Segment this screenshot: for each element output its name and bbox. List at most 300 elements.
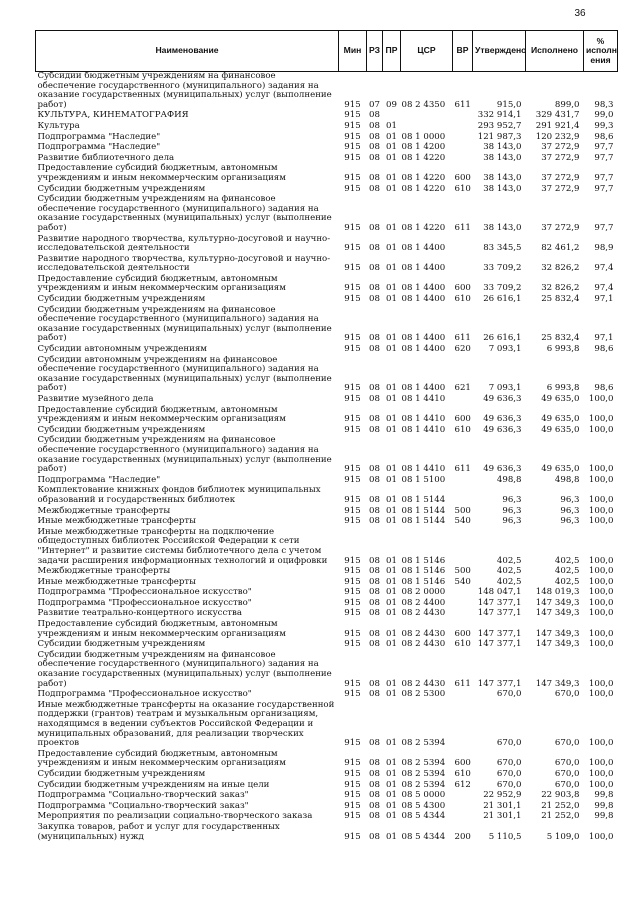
cell-name: Субсидии автономным учреждениям [37, 344, 207, 355]
cell-min: 915 [344, 120, 361, 131]
cell-rz: 08 [369, 555, 380, 566]
cell-executed: 37 272,9 [541, 142, 580, 153]
cell-csr: 08 1 4400 [401, 243, 446, 254]
cell-vr: 540 [454, 576, 471, 587]
cell-rz: 08 [369, 628, 380, 639]
cell-rz: 08 [369, 222, 380, 233]
cell-min: 915 [344, 608, 361, 619]
cell-vr: 611 [454, 678, 471, 689]
header-name: Наименование [36, 31, 339, 72]
cell-name: Субсидии бюджетным учреждениям на финансовое обеспечение государственного (муниципального) задания на оказание государственных (муниципальных) услуг (выполнение работ) [37, 194, 332, 233]
cell-approved: 96,3 [502, 505, 522, 516]
cell-min: 915 [344, 110, 361, 121]
cell-csr: 08 2 4430 [401, 639, 446, 650]
cell-name: Подпрограмма "Профессиональное искусство" [37, 689, 252, 700]
cell-executed: 402,5 [554, 576, 580, 587]
cell-vr: 620 [454, 344, 471, 355]
header-rz: РЗ [367, 31, 383, 72]
cell-executed: 96,3 [560, 516, 580, 527]
cell-percent: 100,0 [588, 394, 614, 404]
cell-name: Межбюджетные трансферты [37, 505, 171, 516]
cell-vr [453, 690, 473, 701]
cell-rz: 08 [369, 758, 380, 769]
cell-name: Иные межбюджетные трансферты на подключение общедоступных библиотек Российской Федерации к сети "Интернет" и развитие системы библиотечного дела с учетом задачи расширения информационных технологий и оцифровки [37, 526, 328, 566]
cell-pr: 09 [386, 99, 397, 110]
cell-csr: 08 2 5394 [401, 779, 446, 790]
cell-percent: 97,7 [594, 142, 614, 153]
cell-executed: 49 635,0 [541, 414, 580, 425]
cell-name: Подпрограмма "Наследие" [37, 142, 161, 153]
cell-vr: 200 [454, 831, 471, 842]
table-row [36, 164, 618, 184]
cell-csr: 08 2 4430 [401, 678, 446, 689]
cell-min: 915 [344, 243, 361, 254]
cell-csr [401, 111, 453, 122]
cell-executed: 49 635,0 [541, 424, 580, 435]
cell-min: 915 [344, 811, 361, 822]
cell-executed: 899,0 [554, 99, 580, 110]
cell-vr: 600 [454, 628, 471, 639]
cell-percent: 100,0 [588, 608, 614, 619]
cell-rz: 08 [369, 152, 380, 163]
cell-min: 915 [344, 566, 361, 577]
cell-vr: 500 [454, 566, 471, 577]
cell-csr: 08 1 5146 [401, 566, 446, 577]
cell-vr: 600 [454, 172, 471, 183]
cell-executed: 49 635,0 [541, 464, 580, 475]
cell-pr: 01 [386, 172, 397, 183]
cell-approved: 21 301,1 [483, 811, 522, 822]
cell-rz: 08 [369, 383, 380, 394]
cell-executed: 37 272,9 [541, 183, 580, 194]
cell-rz: 08 [369, 608, 380, 619]
cell-vr [453, 235, 473, 255]
cell-min: 915 [344, 142, 361, 153]
cell-min: 915 [344, 678, 361, 689]
cell-rz: 08 [369, 172, 380, 183]
cell-percent: 97,4 [594, 283, 614, 294]
cell-csr: 08 2 0000 [401, 587, 446, 598]
cell-pr: 01 [386, 516, 397, 527]
cell-percent: 100,0 [588, 738, 614, 749]
cell-approved: 38 143,0 [483, 172, 522, 183]
cell-name: Развитие театрально-концертного искусства [37, 608, 243, 619]
cell-min: 915 [344, 294, 361, 305]
cell-percent: 97,7 [594, 172, 614, 183]
cell-approved: 121 987,3 [477, 131, 522, 142]
cell-min: 915 [344, 628, 361, 639]
cell-csr: 08 1 4400 [401, 283, 446, 294]
cell-name: Субсидии бюджетным учреждениям [37, 768, 206, 779]
cell-approved: 38 143,0 [483, 222, 522, 233]
cell-vr: 611 [454, 333, 471, 344]
cell-executed: 21 252,0 [541, 811, 580, 822]
cell-vr: 600 [454, 414, 471, 425]
cell-percent: 100,0 [588, 678, 614, 689]
cell-vr: 611 [454, 99, 471, 110]
cell-approved: 5 110,5 [488, 831, 522, 842]
cell-percent: 100,0 [588, 779, 614, 790]
cell-approved: 49 636,3 [483, 394, 522, 404]
cell-executed: 32 826,2 [541, 263, 580, 274]
cell-pr: 01 [386, 587, 397, 598]
cell-percent: 98,6 [594, 344, 614, 355]
cell-approved: 402,5 [496, 555, 522, 566]
cell-rz: 08 [369, 243, 380, 254]
cell-pr: 01 [386, 383, 397, 394]
cell-pr: 01 [386, 424, 397, 435]
cell-approved: 49 636,3 [483, 464, 522, 475]
cell-executed: 329 431,7 [535, 110, 580, 121]
cell-executed: 82 461,2 [541, 243, 580, 254]
cell-csr: 08 2 5394 [401, 758, 446, 769]
cell-percent: 100,0 [588, 768, 614, 779]
cell-approved: 670,0 [496, 768, 522, 779]
cell-name: Субсидии бюджетным учреждениям [37, 183, 206, 194]
cell-name: Субсидии бюджетным учреждениям на финансовое обеспечение государственного (муниципального) задания на оказание государственных (муниципальных) услуг (выполнение работ) [37, 304, 332, 344]
cell-vr: 610 [454, 424, 471, 435]
cell-csr: 08 1 4400 [401, 294, 446, 305]
cell-name: Подпрограмма "Наследие" [37, 474, 161, 485]
cell-csr: 08 5 4344 [401, 811, 446, 822]
cell-percent: 100,0 [588, 494, 614, 505]
page-number: 36 [574, 8, 586, 19]
cell-vr: 540 [454, 516, 471, 527]
cell-csr: 08 1 5146 [401, 555, 446, 566]
budget-execution-table [35, 30, 618, 843]
cell-percent: 98,6 [594, 383, 614, 394]
cell-name: Закупка товаров, работ и услуг для государственных (муниципальных) нужд [37, 821, 280, 842]
cell-pr: 01 [386, 120, 397, 131]
cell-vr [453, 609, 473, 620]
table-row [36, 111, 618, 122]
cell-min: 915 [344, 464, 361, 475]
cell-rz: 08 [369, 505, 380, 516]
cell-percent: 100,0 [588, 555, 614, 566]
cell-name: Иные межбюджетные трансферты на оказание государственной поддержки (грантов) театрам и музыкальным организациям, находящимся в ведении субъектов Российской Федерации и муниципальных образований, для реализации творческих проектов [37, 699, 335, 749]
cell-pr: 01 [386, 283, 397, 294]
cell-name: Подпрограмма "Социально-творческий заказ" [37, 790, 249, 801]
cell-min: 915 [344, 131, 361, 142]
cell-min: 915 [344, 152, 361, 163]
cell-min: 915 [344, 283, 361, 294]
cell-rz: 08 [369, 790, 380, 801]
cell-min: 915 [344, 333, 361, 344]
header-approved: Утверждено [473, 31, 526, 72]
cell-percent: 100,0 [588, 505, 614, 516]
cell-vr [453, 599, 473, 610]
cell-percent: 99,0 [594, 110, 614, 121]
table-row [36, 395, 618, 406]
cell-csr: 08 1 4220 [401, 183, 446, 194]
cell-min: 915 [344, 790, 361, 801]
cell-executed: 670,0 [554, 689, 580, 700]
table-row [36, 255, 618, 275]
cell-rz: 08 [369, 464, 380, 475]
cell-csr: 08 1 4220 [401, 152, 446, 163]
cell-approved: 83 345,5 [483, 243, 522, 254]
cell-name: Межбюджетные трансферты [37, 566, 171, 577]
table-row [36, 306, 618, 345]
cell-percent: 100,0 [588, 628, 614, 639]
cell-percent: 99,8 [594, 811, 614, 822]
cell-approved: 293 952,7 [477, 120, 522, 131]
cell-pr: 01 [386, 294, 397, 305]
cell-executed: 6 993,8 [546, 344, 580, 355]
cell-pr: 01 [386, 800, 397, 811]
cell-rz: 08 [369, 587, 380, 598]
cell-pr: 01 [386, 505, 397, 516]
cell-min: 915 [344, 474, 361, 485]
table-row [36, 195, 618, 234]
cell-approved: 670,0 [496, 779, 522, 790]
cell-min: 915 [344, 738, 361, 749]
cell-csr: 08 1 4400 [401, 333, 446, 344]
cell-min: 915 [344, 344, 361, 355]
table-body [36, 72, 618, 844]
cell-pr: 01 [386, 344, 397, 355]
cell-approved: 96,3 [502, 494, 522, 505]
cell-min: 915 [344, 587, 361, 598]
header-min: Мин [339, 31, 367, 72]
cell-csr: 08 1 5146 [401, 576, 446, 587]
cell-approved: 147 377,1 [477, 639, 522, 650]
cell-min: 915 [344, 383, 361, 394]
cell-csr: 08 5 4300 [401, 800, 446, 811]
cell-approved: 49 636,3 [483, 424, 522, 435]
cell-name: Подпрограмма "Наследие" [37, 131, 161, 142]
cell-csr: 08 2 4430 [401, 608, 446, 619]
cell-approved: 96,3 [502, 516, 522, 527]
cell-rz: 08 [369, 678, 380, 689]
cell-name: Развитие народного творчества, культурно-досуговой и научно-исследовательской деятельности [37, 233, 331, 254]
cell-rz: 08 [369, 120, 380, 131]
table-row [36, 770, 618, 781]
cell-vr [453, 255, 473, 275]
cell-pr: 01 [386, 639, 397, 650]
cell-pr: 01 [386, 566, 397, 577]
cell-pr: 01 [386, 831, 397, 842]
cell-min: 915 [344, 597, 361, 608]
cell-percent: 100,0 [588, 587, 614, 598]
cell-approved: 670,0 [496, 689, 522, 700]
cell-approved: 148 047,1 [477, 587, 522, 598]
cell-executed: 37 272,9 [541, 172, 580, 183]
cell-percent: 100,0 [588, 831, 614, 842]
table-row [36, 486, 618, 506]
cell-name: Субсидии бюджетным учреждениям [37, 424, 206, 435]
cell-executed: 402,5 [554, 566, 580, 577]
cell-name: Субсидии бюджетным учреждениям [37, 639, 206, 650]
cell-name: Субсидии бюджетным учреждениям на финансовое обеспечение государственного (муниципального) задания на оказание государственных (муниципальных) услуг (выполнение работ) [37, 71, 332, 110]
cell-approved: 332 914,1 [477, 110, 522, 121]
cell-executed: 49 635,0 [541, 394, 580, 404]
cell-vr: 600 [454, 283, 471, 294]
cell-min: 915 [344, 516, 361, 527]
cell-approved: 33 709,2 [483, 263, 522, 274]
cell-rz: 08 [369, 183, 380, 194]
cell-csr: 08 1 5144 [401, 516, 446, 527]
cell-executed: 25 832,4 [541, 294, 580, 305]
cell-executed: 147 349,3 [535, 639, 580, 650]
cell-rz: 08 [369, 768, 380, 779]
cell-executed: 147 349,3 [535, 678, 580, 689]
cell-executed: 147 349,3 [535, 597, 580, 608]
cell-name: Комплектование книжных фондов библиотек муниципальных образований и государственных библиотек [37, 485, 321, 505]
cell-pr: 01 [386, 142, 397, 153]
table-row [36, 651, 618, 690]
cell-min: 915 [344, 800, 361, 811]
cell-name: Культура [37, 120, 80, 131]
cell-min: 915 [344, 758, 361, 769]
cell-approved: 21 301,1 [483, 800, 522, 811]
cell-vr [453, 395, 473, 406]
cell-approved: 7 093,1 [488, 344, 522, 355]
cell-approved: 38 143,0 [483, 183, 522, 194]
cell-rz: 08 [369, 811, 380, 822]
cell-vr [453, 791, 473, 802]
cell-executed: 21 252,0 [541, 800, 580, 811]
cell-csr: 08 2 5394 [401, 768, 446, 779]
cell-vr [453, 143, 473, 154]
cell-pr: 01 [386, 608, 397, 619]
cell-pr: 01 [386, 576, 397, 587]
cell-name: Предоставление субсидий бюджетным, автономным учреждениям и иным некоммерческим организациям [37, 404, 286, 425]
cell-csr: 08 2 4430 [401, 628, 446, 639]
cell-executed: 32 826,2 [541, 283, 580, 294]
cell-approved: 33 709,2 [483, 283, 522, 294]
cell-rz: 08 [369, 263, 380, 274]
cell-percent: 100,0 [588, 566, 614, 577]
cell-pr: 01 [386, 628, 397, 639]
cell-vr [453, 476, 473, 487]
cell-rz: 08 [369, 576, 380, 587]
cell-min: 915 [344, 639, 361, 650]
cell-vr [453, 486, 473, 506]
cell-pr: 01 [386, 811, 397, 822]
cell-pr: 01 [386, 333, 397, 344]
cell-approved: 402,5 [496, 576, 522, 587]
cell-name: Иные межбюджетные трансферты [37, 576, 196, 587]
cell-approved: 147 377,1 [477, 678, 522, 689]
cell-name: Развитие народного творчества, культурно-досуговой и научно-исследовательской деятельности [37, 253, 331, 274]
cell-pr: 01 [386, 464, 397, 475]
cell-name: Предоставление субсидий бюджетным, автономным учреждениям и иным некоммерческим организациям [37, 619, 286, 639]
cell-name: Предоставление субсидий бюджетным, автономным учреждениям и иным некоммерческим организациям [37, 273, 286, 294]
cell-rz: 08 [369, 689, 380, 700]
cell-csr: 08 1 4220 [401, 172, 446, 183]
cell-percent: 99,8 [594, 800, 614, 811]
cell-name: Субсидии автономным учреждениям на финансовое обеспечение государственного (муниципального) задания на оказание государственных (муниципальных) услуг (выполнение работ) [37, 354, 332, 394]
cell-csr: 08 1 4400 [401, 383, 446, 394]
cell-approved: 147 377,1 [477, 597, 522, 608]
cell-min: 915 [344, 505, 361, 516]
cell-percent: 100,0 [588, 597, 614, 608]
cell-csr: 08 1 0000 [401, 131, 446, 142]
cell-pr: 01 [386, 790, 397, 801]
table-row [36, 275, 618, 295]
cell-rz: 08 [369, 414, 380, 425]
cell-name: КУЛЬТУРА, КИНЕМАТОГРАФИЯ [37, 110, 189, 121]
cell-executed: 96,3 [560, 505, 580, 516]
cell-rz: 08 [369, 474, 380, 485]
header-vr: ВР [453, 31, 473, 72]
cell-executed: 37 272,9 [541, 222, 580, 233]
cell-name: Мероприятия по реализации социально-творческого заказа [37, 811, 313, 822]
cell-name: Подпрограмма "Социально-творческий заказ" [37, 800, 249, 811]
cell-min: 915 [344, 576, 361, 587]
cell-pr: 01 [386, 394, 397, 404]
cell-executed: 670,0 [554, 779, 580, 790]
cell-approved: 915,0 [496, 99, 522, 110]
cell-rz: 08 [369, 110, 380, 121]
table-row [36, 406, 618, 426]
cell-pr: 01 [386, 494, 397, 505]
cell-vr [453, 802, 473, 813]
cell-rz: 08 [369, 566, 380, 577]
cell-csr: 08 2 4350 [401, 99, 446, 110]
cell-rz: 08 [369, 142, 380, 153]
cell-percent: 99,8 [594, 790, 614, 801]
cell-csr: 08 2 5300 [401, 689, 446, 700]
cell-pr: 01 [386, 768, 397, 779]
cell-pr: 01 [386, 243, 397, 254]
cell-min: 915 [344, 172, 361, 183]
cell-min: 915 [344, 768, 361, 779]
cell-vr: 611 [454, 222, 471, 233]
cell-name: Предоставление субсидий бюджетным, автономным учреждениям и иным некоммерческим организациям [37, 748, 286, 769]
cell-percent: 100,0 [588, 639, 614, 650]
cell-vr: 611 [454, 464, 471, 475]
cell-percent: 100,0 [588, 464, 614, 475]
cell-csr: 08 1 4410 [401, 424, 446, 435]
cell-vr [453, 111, 473, 122]
cell-rz: 08 [369, 738, 380, 749]
cell-name: Предоставление субсидий бюджетным, автономным учреждениям и иным некоммерческим организациям [37, 163, 286, 183]
cell-vr [453, 588, 473, 599]
cell-csr: 08 1 4220 [401, 222, 446, 233]
cell-pr: 01 [386, 689, 397, 700]
cell-percent: 97,1 [594, 333, 614, 344]
cell-vr: 621 [454, 383, 471, 394]
cell-approved: 49 636,3 [483, 414, 522, 425]
cell-pr: 01 [386, 474, 397, 485]
cell-min: 915 [344, 222, 361, 233]
cell-name: Субсидии бюджетным учреждениям на финансовое обеспечение государственного (муниципального) задания на оказание государственных (муниципальных) услуг (выполнение работ) [37, 649, 332, 689]
cell-csr: 08 1 5100 [401, 474, 446, 485]
cell-vr [453, 122, 473, 133]
cell-percent: 98,3 [594, 99, 614, 110]
cell-min: 915 [344, 99, 361, 110]
cell-csr: 08 5 4344 [401, 831, 446, 842]
cell-csr: 08 1 4200 [401, 142, 446, 153]
cell-name: Подпрограмма "Профессиональное искусство" [37, 597, 252, 608]
cell-rz: 08 [369, 831, 380, 842]
header-executed: Исполнено [526, 31, 584, 72]
cell-name: Подпрограмма "Профессиональное искусство" [37, 587, 252, 598]
cell-pr: 01 [386, 152, 397, 163]
cell-approved: 670,0 [496, 738, 522, 749]
cell-rz: 08 [369, 394, 380, 404]
cell-percent: 100,0 [588, 758, 614, 769]
cell-rz: 08 [369, 131, 380, 142]
cell-min: 915 [344, 414, 361, 425]
cell-pr: 01 [386, 738, 397, 749]
cell-executed: 6 993,8 [546, 383, 580, 394]
cell-percent: 97,7 [594, 152, 614, 163]
cell-pr: 01 [386, 131, 397, 142]
cell-percent: 100,0 [588, 516, 614, 527]
